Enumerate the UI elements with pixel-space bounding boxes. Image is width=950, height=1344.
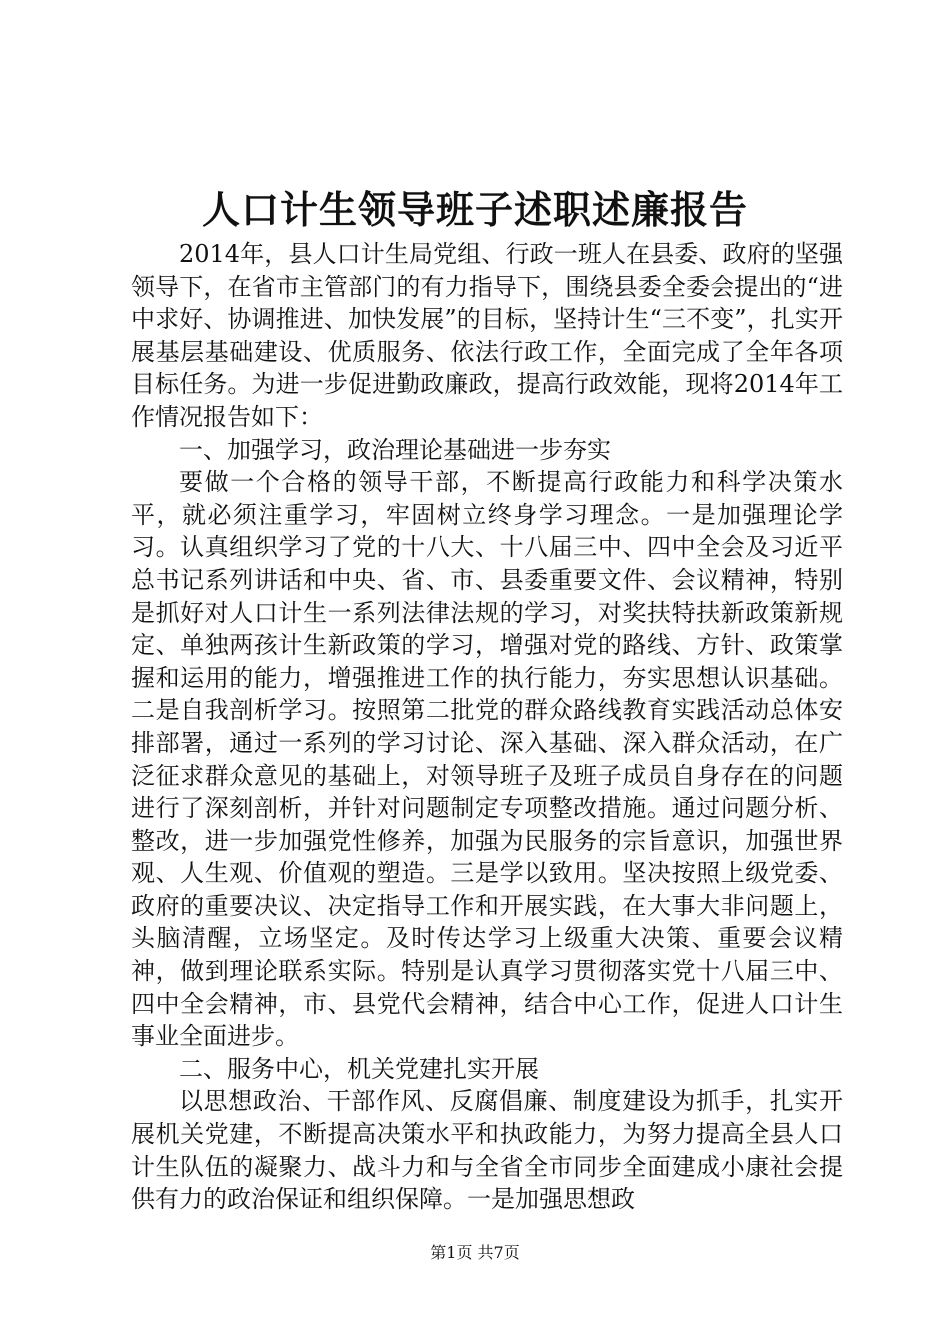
document-title: 人口计生领导班子述职述廉报告 [201,187,748,232]
page-footer: 第1页 共7页 [430,1243,520,1262]
document-body [131,238,843,1216]
paragraph-section-2: 以思想政治、干部作风、反腐倡廉、制度建设为抓手，扎实开展机关党建，不断提高决策水平和执政能力，为努力提高全县人口计生队伍的凝聚力、战斗力和与全省全市同步全面建成小康社会提供有力的政治保证和组织保障。一是加强思想政 [131,1087,843,1214]
paragraph-section-1: 要做一个合格的领导干部，不断提高行政能力和科学决策水平，就必须注重学习，牢固树立终身学习理念。一是加强理论学习。认真组织学习了党的十八大、十八届三中、四中全会及习近平总书记系列讲话和中央、省、市、县委重要文件、会议精神，特别是抓好对人口计生一系列法律法规的学习，对奖扶特扶新政策新规定、单独两孩计生新政策的学习，增强对党的路线、方针、政策掌握和运用的能力，增强推进工作的执行能力，夯实思想认识基础。二是自我剖析学习。按照第二批党的群众路线教育实践活动总体安排部署，通过一系列的学习讨论、深入基础、深入群众活动，在广泛征求群众意见的基础上，对领导班子及班子成员自身存在的问题进行了深刻剖析，并针对问题制定专项整改措施。通过问题分析、整改，进一步加强党性修养，加强为民服务的宗旨意识，加强世界观、人生观、价值观的塑造。三是学以致用。坚决按照上级党委、政府的重要决议、决定指导工作和开展实践，在大事大非问题上，头脑清醒，立场坚定。及时传达学习上级重大决策、重要会议精神，做到理论联系实际。特别是认真学习贯彻落实党十八届三中、四中全会精神，市、县党代会精神，结合中心工作，促进人口计生事业全面进步。 [131,468,843,1051]
section-heading-2: 二、服务中心，机关党建扎实开展 [179,1054,539,1083]
paragraph-intro: 2014年，县人口计生局党组、行政一班人在县委、政府的坚强领导下，在省市主管部门的有力指导下，围绕县委全委会提出的“进中求好、协调推进、加快发展”的目标，坚持计生“三不变”，扎实开展基层基础建设、优质服务、依法行政工作，全面完成了全年各项目标任务。为进一步促进勤政廉政，提高行政效能，现将2014年工作情况报告如下： [131,240,843,431]
section-heading-1: 一、加强学习，政治理论基础进一步夯实 [179,435,611,464]
